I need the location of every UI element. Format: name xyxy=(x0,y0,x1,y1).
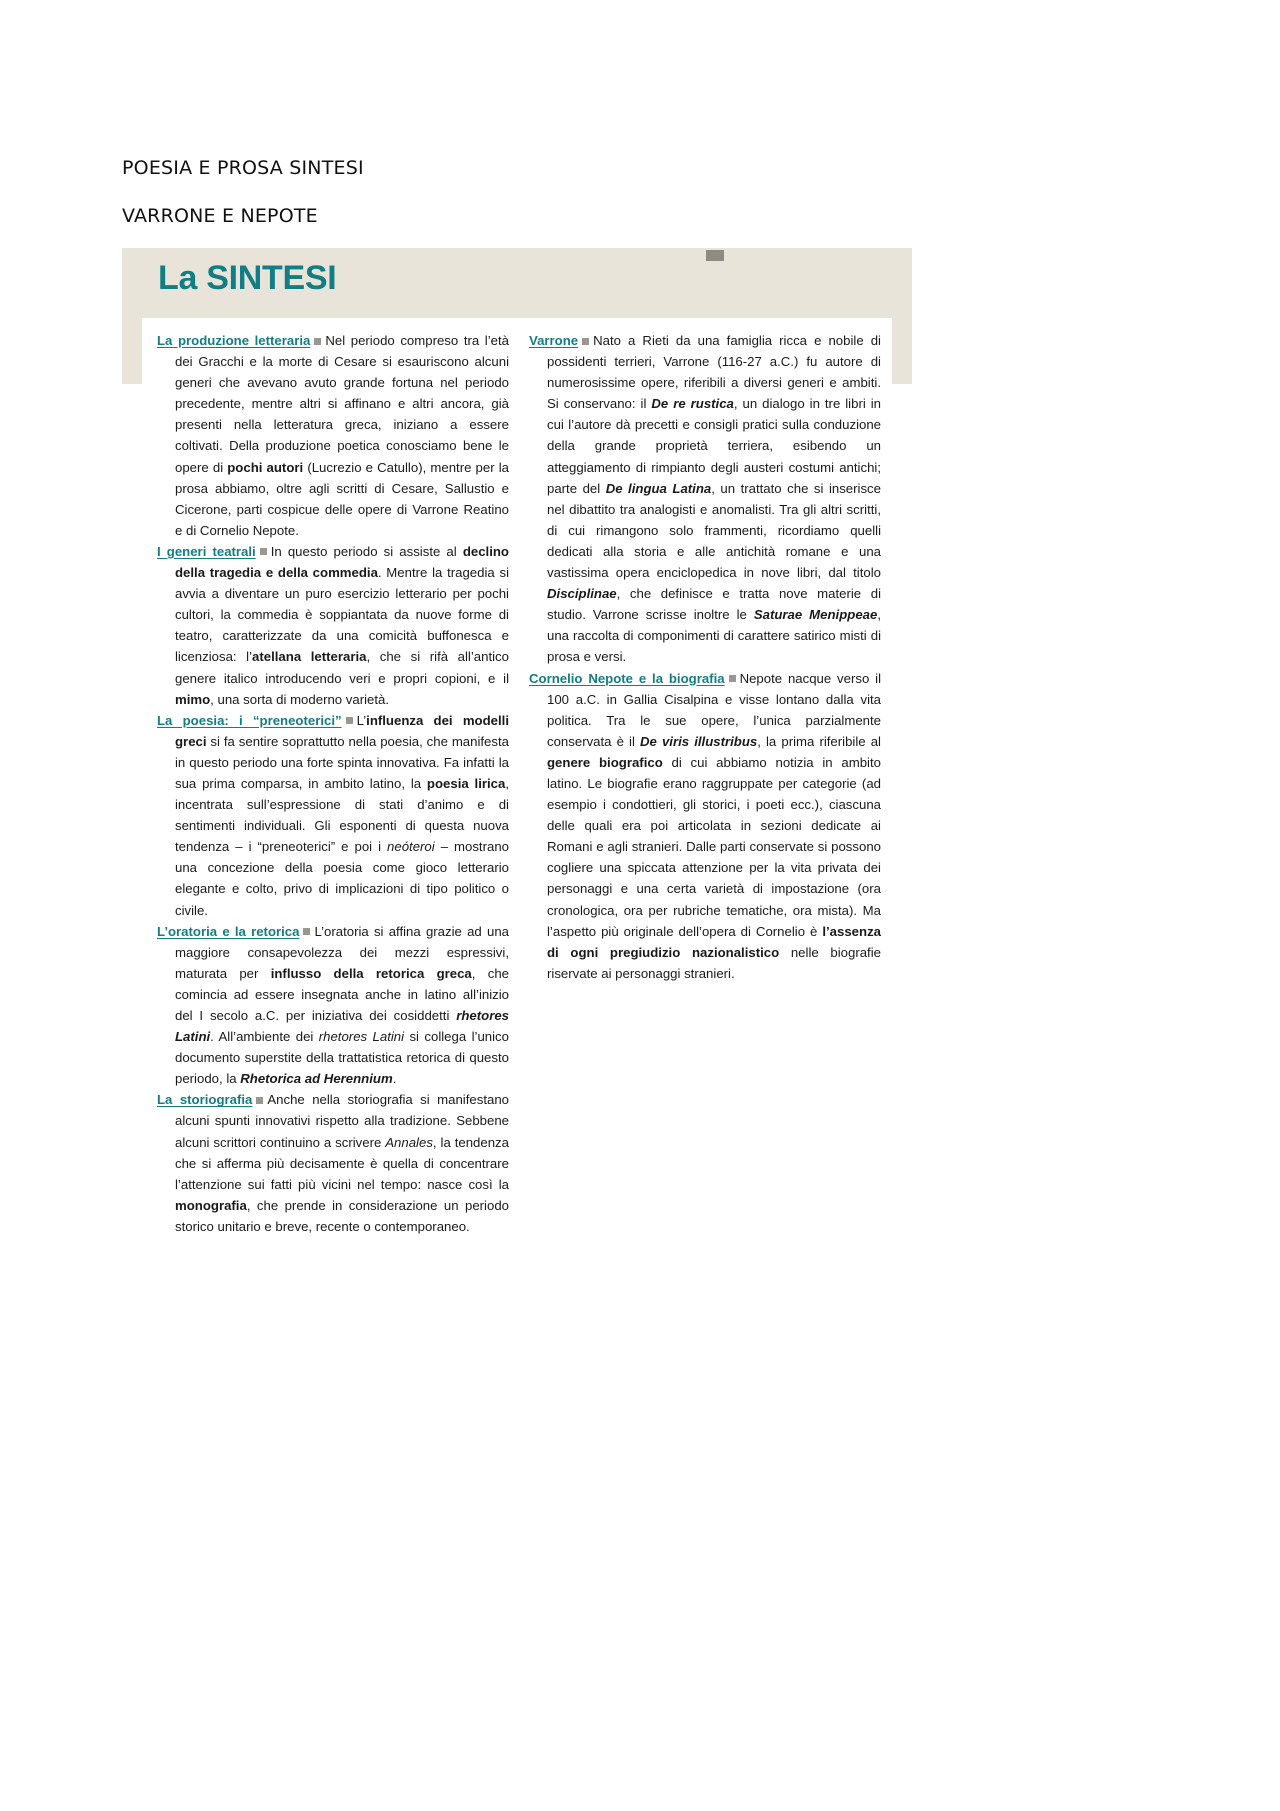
square-bullet-icon xyxy=(260,548,267,555)
body-text: (Lucrezio e Catullo), mentre per la prosa abbiamo, oltre agli scritti di Cesare, Sallustio e Cicerone, parti cospicue delle opere di Varrone Reatino e di Cornelio Nepote. xyxy=(175,459,509,538)
body-text: – mostrano una concezione della poesia come gioco letterario elegante e colto, privo di implicazioni di tipo politico o civile. xyxy=(175,839,509,918)
sintesi-scan-image xyxy=(122,248,912,1303)
body-text: , una sorta di moderno varietà. xyxy=(210,691,390,707)
body-text: si fa sentire soprattutto nella poesia, che manifesta in questo periodo una forte spinta innovativa. Fa infatti la sua prima comparsa, in ambito latino, la xyxy=(175,733,509,791)
body-text: , che definisce e tratta nove materie di studio. Varrone scrisse inoltre le xyxy=(547,586,881,623)
section-heading: Varrone xyxy=(529,333,579,348)
body-text: , una raccolta di componimenti di carattere satirico misti di prosa e versi. xyxy=(547,607,881,665)
left-column xyxy=(157,330,509,1237)
body-text: di cui abbiamo notizia in ambito latino. Le biografie erano raggruppate per categorie (ad esempio i condottieri, gli storici, i poeti ecc.), ciascuna delle quali era poi articolata in sezioni dedicate ai Romani e agli stranieri. Dalle parti conservate si possono cogliere una spiccata attenzione per la vita privata dei personaggi e una certa varietà di impostazione (ora cronologica, ora per rubriche tematiche, ora mista). Ma l’aspetto più originale dell’opera di Cornelio è xyxy=(547,754,881,939)
body-text: si collega l’unico documento superstite della trattatistica retorica di questo periodo, la xyxy=(175,1029,509,1087)
body-text: . Mentre la tragedia si avvia a diventare un puro esercizio letterario per pochi cultori, la commedia è soppiantata da nuove forme di teatro, caratterizzate da una comicità buffonesca e licenziosa: l’ xyxy=(175,565,509,665)
section-heading: L’oratoria e la retorica xyxy=(157,923,300,939)
emphasis-text: declino della tragedia e della commedia xyxy=(175,543,509,581)
body-text: Nel periodo compreso tra l’età dei Gracchi e la morte di Cesare si esauriscono alcuni generi che avevano avuto grande fortuna nel periodo precedente, mentre altri si affinano e altri ancora, già presenti nella letteratura greca, iniziano a essere coltivati. Della produzione poetica conosciamo bene le opere di xyxy=(175,333,509,475)
emphasis-text: monografia xyxy=(175,1197,247,1213)
body-text: L’ xyxy=(356,712,367,728)
square-bullet-icon xyxy=(729,675,736,682)
body-text: , che si rifà all’antico genere italico introducendo veri e propri copioni, e il xyxy=(175,649,509,686)
body-text: . All’ambiente dei xyxy=(210,1029,319,1045)
emphasis-text: De lingua Latina xyxy=(605,480,712,496)
body-text: In questo periodo si assiste al xyxy=(270,543,463,559)
summary-section xyxy=(157,330,509,541)
body-text: Anche nella storiografia si manifestano alcuni spunti innovativi rispetto alla tradizione. Sebbene alcuni scrittori continuino a scrivere xyxy=(175,1092,509,1150)
emphasis-text: l’assenza di ogni pregiudizio nazionalistico xyxy=(547,923,881,960)
section-heading: Cornelio Nepote e la biografia xyxy=(529,670,725,686)
emphasis-text: Rhetorica ad Herennium xyxy=(240,1071,393,1087)
emphasis-text: Annales xyxy=(385,1134,433,1150)
emphasis-text: poesia lirica xyxy=(426,775,506,791)
body-text: , un dialogo in tre libri in cui l’autore dà precetti e consigli pratici sulla conduzione della grande proprietà terriera, esibendo un atteggiamento di rimpianto degli austeri costumi antichi; parte del xyxy=(547,396,882,496)
emphasis-text: Disciplinae xyxy=(547,586,617,602)
emphasis-text: pochi autori xyxy=(227,459,304,475)
body-text: , che comincia ad essere insegnata anche in latino all’inizio del I secolo a.C. per iniziativa dei cosiddetti xyxy=(175,965,510,1023)
emphasis-text: De re rustica xyxy=(651,396,734,412)
section-heading: La produzione letteraria xyxy=(157,333,311,348)
emphasis-text: influenza dei modelli greci xyxy=(175,712,509,749)
body-text: nelle biografie riservate ai personaggi stranieri. xyxy=(547,944,881,981)
emphasis-text: rhetores Latini xyxy=(175,1008,509,1045)
body-text: . xyxy=(392,1071,397,1087)
body-text: , la tendenza che si afferma più decisamente è quella di concentrare l’attenzione sui fatti più vicini nel tempo: nasce così la xyxy=(175,1134,509,1192)
summary-section xyxy=(157,921,509,1090)
emphasis-text: neóteroi xyxy=(387,839,435,855)
square-bullet-icon xyxy=(582,338,589,345)
right-column xyxy=(529,330,881,984)
corner-tab-mark xyxy=(706,250,724,261)
emphasis-text: rhetores Latini xyxy=(318,1029,405,1045)
emphasis-text: De viris illustribus xyxy=(640,733,758,749)
emphasis-text: genere biografico xyxy=(547,754,663,770)
body-text: Nepote nacque verso il 100 a.C. in Gallia Cisalpina e visse lontano dalla vita politica. Tra le sue opere, l’unica parzialmente conservata è il xyxy=(547,670,882,749)
summary-section xyxy=(157,710,509,921)
summary-section xyxy=(529,330,881,668)
body-text: L’oratoria si affina grazie ad una maggiore consapevolezza dei mezzi espressivi, maturata per xyxy=(175,923,509,981)
body-text: , incentrata sull’espressione di stati d’animo e di sentimenti individuali. Gli esponenti di questa nuova tendenza – i “preneoterici” e poi i xyxy=(175,775,509,855)
summary-section xyxy=(529,668,881,984)
document-line-subtitle: VARRONE E NEPOTE xyxy=(122,205,318,227)
square-bullet-icon xyxy=(314,338,321,345)
square-bullet-icon xyxy=(303,928,310,935)
summary-section xyxy=(157,541,509,710)
emphasis-text: Saturae Menippeae xyxy=(753,607,878,623)
body-text: , che prende in considerazione un periodo storico unitario e breve, recente o contemporaneo. xyxy=(175,1197,509,1234)
square-bullet-icon xyxy=(346,717,353,724)
emphasis-text: mimo xyxy=(175,691,211,707)
body-text: , un trattato che si inserisce nel dibattito tra analogisti e anomalisti. Tra gli altri scritti, di cui rimangono solo frammenti, ricordiamo quelli dedicati alla storia e alle antichità romane e una vastissima opera enciclopedica in nove libri, dal titolo xyxy=(547,480,881,581)
sintesi-title: La SINTESI xyxy=(158,259,337,297)
square-bullet-icon xyxy=(256,1097,263,1104)
document-line-title: POESIA E PROSA SINTESI xyxy=(122,157,364,179)
body-text: Nato a Rieti da una famiglia ricca e nobile di possidenti terrieri, Varrone (116-27 a.C.) fu autore di numerosissime opere, riferibili a diversi generi e ambiti. Si conservano: il xyxy=(547,333,881,412)
emphasis-text: influsso della retorica greca xyxy=(270,965,472,981)
section-heading: I generi teatrali xyxy=(157,543,256,559)
body-text: , la prima riferibile al xyxy=(757,733,881,749)
summary-section xyxy=(157,1089,509,1237)
emphasis-text: atellana letteraria xyxy=(252,649,367,665)
section-heading: La storiografia xyxy=(157,1092,253,1108)
section-heading: La poesia: i “preneoterici” xyxy=(157,712,342,728)
